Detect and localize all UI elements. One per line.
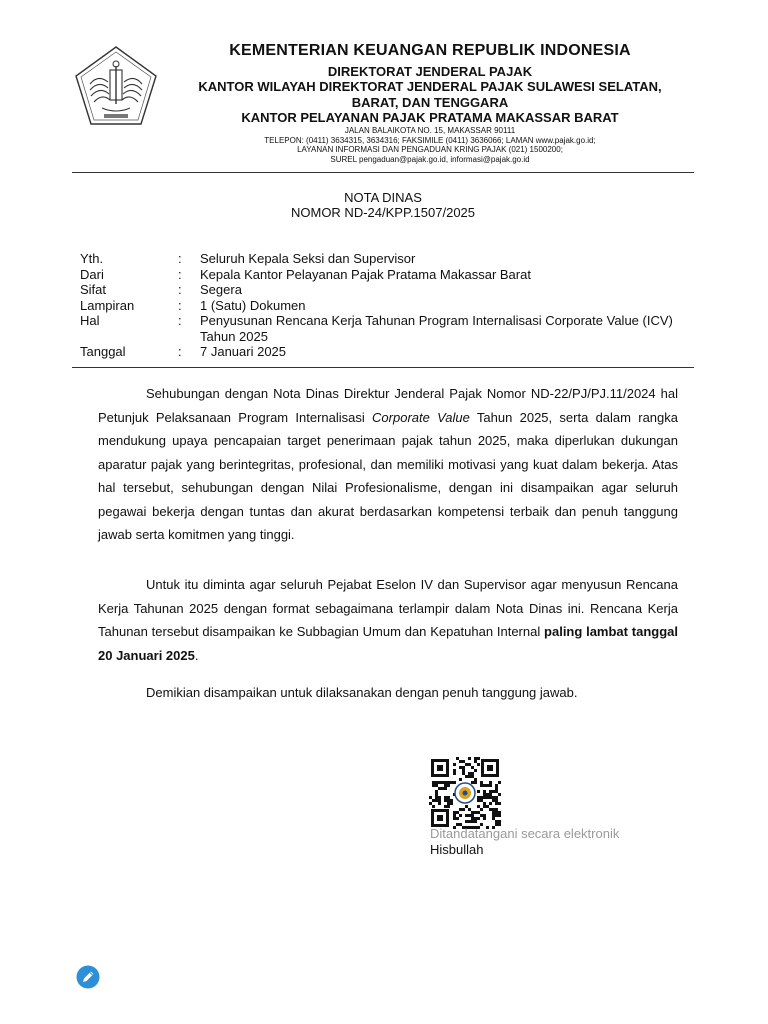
qr-module [447,802,450,805]
qr-module [492,799,495,802]
qr-module [483,796,486,799]
qr-module [435,799,438,802]
pen-badge-icon[interactable] [76,965,100,989]
address-line3: LAYANAN INFORMASI DAN PENGADUAN KRING PAJAK (021) 1500200; [297,145,563,154]
field-colon: : [178,266,182,282]
qr-module [432,784,435,787]
qr-module [495,814,498,817]
directorate-name: DIREKTORAT JENDERAL PAJAK [327,64,533,79]
qr-module [444,787,447,790]
qr-module [468,772,471,775]
qr-module [498,802,501,805]
qr-module [453,814,456,817]
qr-module [450,781,453,784]
qr-module [447,799,450,802]
qr-module [477,757,480,760]
qr-module [495,811,498,814]
qr-module [444,799,447,802]
qr-module [465,763,468,766]
qr-module [471,772,474,775]
qr-module [462,772,465,775]
qr-module [453,811,456,814]
qr-module [477,811,480,814]
qr-module [468,820,471,823]
deadline-text: paling lambat tanggal 20 Januari 2025 [98,624,679,663]
qr-module [468,814,471,817]
qr-module [495,787,498,790]
qr-module [441,781,444,784]
qr-module [477,805,480,808]
qr-module [492,817,495,820]
qr-module [444,805,447,808]
address-line4: SUREL pengaduan@pajak.go.id, informasi@pajak.go.id [330,154,530,164]
qr-module [453,769,456,772]
qr-module [489,796,492,799]
qr-module [453,781,456,784]
qr-module [456,811,459,814]
qr-module [495,808,498,811]
qr-module [459,814,462,817]
qr-module [471,766,474,769]
qr-module [474,760,477,763]
qr-module [459,760,462,763]
qr-module [465,820,468,823]
qr-module [486,796,489,799]
qr-module [459,808,462,811]
qr-module [480,799,483,802]
qr-module [489,808,492,811]
qr-module [447,781,450,784]
qr-module [453,772,456,775]
paragraph-1-text-b: Tahun 2025, serta dalam rangka mendukung upaya pencapaian target penerimaan pajak tahun 2025, maka diperlukan dukungan aparatur pajak yang berintegritas, profesional, dan memiliki motivasi yang kuat dalam bekerja. Atas hal tersebut, sehubungan dengan Nilai Profesionalisme, dengan ini disampaikan agar seluruh pegawai bekerja dengan tuntas dan akurat berdasarkan kompetensi terbaik dan penuh tanggung jawab serta komitmen yang tinggi. [98,409,678,542]
qr-module [477,790,480,793]
qr-module [471,814,474,817]
electronic-signature-note: Ditandatangani secara elektronik [430,826,620,841]
service-office-name: KANTOR PELAYANAN PAJAK PRATAMA MAKASSAR BARAT [241,110,619,125]
qr-module [480,808,483,811]
qr-module [495,820,498,823]
qr-module [486,805,489,808]
qr-module [435,793,438,796]
qr-module [483,805,486,808]
qr-module [432,805,435,808]
qr-module [465,814,468,817]
qr-module [489,790,492,793]
qr-module [474,757,477,760]
qr-module [492,808,495,811]
qr-module [492,790,495,793]
field-value: 1 (Satu) Dokumen [200,297,306,313]
qr-module [498,820,501,823]
qr-module [498,793,501,796]
qr-module [468,763,471,766]
field-value: 7 Januari 2025 [200,344,287,359]
field-label: Sifat [80,282,107,297]
regional-office-name [160,79,700,111]
qr-module [468,808,471,811]
field-value: Penyusunan Rencana Kerja Tahunan Program Internalisasi Corporate Value (ICV) Tahun 2025 [200,313,673,344]
qr-module [444,784,447,787]
qr-module [495,799,498,802]
qr-module [486,784,489,787]
qr-module [429,796,432,799]
qr-module [483,784,486,787]
regional-office-line1: KANTOR WILAYAH DIREKTORAT JENDERAL PAJAK SULAWESI SELATAN, [198,79,662,94]
qr-module [462,769,465,772]
qr-module [474,811,477,814]
qr-module [456,757,459,760]
qr-module [477,817,480,820]
paragraph-2-end: . [194,647,199,663]
ministry-emblem-icon [72,44,160,130]
qr-module [477,799,480,802]
qr-module [495,784,498,787]
header-divider [72,367,694,368]
qr-module [438,802,441,805]
qr-module [495,796,498,799]
qr-module [471,781,474,784]
field-label: Lampiran [80,297,135,313]
qr-module [465,805,468,808]
qr-module [474,781,477,784]
qr-module [453,817,456,820]
qr-module [438,799,441,802]
field-colon: : [178,282,182,297]
signer-name: Hisbullah [430,842,484,857]
qr-module [462,760,465,763]
qr-module [483,790,486,793]
field-label: Yth. [80,251,104,266]
field-label: Tanggal [80,344,126,359]
qr-module [447,796,450,799]
field-colon: : [178,313,182,328]
paragraph-1-text-a: Sehubungan dengan Nota Dinas Direktur Jenderal Pajak Nomor ND-22/PJ/PJ.11/2024 hal Petunjuk Pelaksanaan Program Internalisasi [98,386,678,425]
qr-module [477,796,480,799]
qr-module [456,817,459,820]
regional-office-line2: BARAT, DAN TENGGARA [351,95,509,110]
qr-module [453,763,456,766]
qr-module [492,811,495,814]
qr-module [480,796,483,799]
ministry-name: KEMENTERIAN KEUANGAN REPUBLIK INDONESIA [229,42,631,59]
address-line1: JALAN BALAIKOTA NO. 15, MAKASSAR 90111 [344,126,516,135]
field-label: Hal [80,313,100,328]
qr-module [492,796,495,799]
qr-module [459,766,462,769]
field-colon: : [178,344,182,359]
qr-module [435,796,438,799]
qr-module [498,781,501,784]
qr-module [498,811,501,814]
qr-module [444,796,447,799]
qr-module [438,787,441,790]
qr-code-icon [429,757,501,829]
field-value: Seluruh Kepala Seksi dan Supervisor [200,251,416,266]
qr-module [447,805,450,808]
office-address [160,126,700,164]
address-line2: TELEPON: (0411) 3634315, 3634316; FAKSIMILE (0411) 3636066; LAMAN www.pajak.go.id; [264,135,596,145]
qr-module [474,820,477,823]
qr-module [471,817,474,820]
qr-module [435,784,438,787]
field-value: Segera [200,282,242,297]
qr-module [480,781,483,784]
qr-module [447,784,450,787]
qr-module [438,796,441,799]
qr-module [483,814,486,817]
qr-module [474,817,477,820]
qr-module [498,814,501,817]
qr-module [474,778,477,781]
qr-module [435,790,438,793]
qr-module [471,811,474,814]
qr-module [477,763,480,766]
field-value: Kepala Kantor Pelayanan Pajak Pratama Makassar Barat [200,266,531,282]
qr-module [483,817,486,820]
qr-module [486,793,489,796]
qr-module [450,799,453,802]
field-colon: : [178,251,182,266]
qr-module [480,814,483,817]
qr-module [489,784,492,787]
qr-module [483,793,486,796]
qr-module [468,757,471,760]
qr-module [480,784,483,787]
field-label: Dari [80,266,104,282]
letterhead-divider [72,172,694,173]
qr-module [483,802,486,805]
body-paragraph-2 [98,573,678,667]
qr-module [489,802,492,805]
qr-module [432,799,435,802]
qr-module [462,808,465,811]
qr-module [468,775,471,778]
qr-module [495,802,498,805]
field-colon: : [178,297,182,313]
qr-module [429,802,432,805]
qr-module [441,787,444,790]
qr-module [489,781,492,784]
document-number: NOMOR ND-24/KPP.1507/2025 [290,205,476,220]
qr-module [495,790,498,793]
qr-module [471,820,474,823]
paragraph-1-italic: Corporate Value [372,409,470,425]
paragraph-2-text: Untuk itu diminta agar seluruh Pejabat Eselon IV dan Supervisor agar menyusun Rencana Kerja Tahunan 2025 dengan format sebagaimana terlampir dalam Nota Dinas ini. Rencana Kerja Tahunan tersebut disampaikan ke Subbagian Umum dan Kepatuhan Internal [98,577,678,639]
qr-module [435,781,438,784]
qr-module [459,778,462,781]
qr-module [489,793,492,796]
qr-module [465,775,468,778]
qr-module [444,781,447,784]
body-paragraph-3: Demikian disampaikan untuk dilaksanakan dengan penuh tanggung jawab. [146,685,578,700]
qr-module [462,766,465,769]
body-paragraph-1 [98,382,678,547]
qr-module [474,769,477,772]
qr-module [432,781,435,784]
qr-module [492,814,495,817]
qr-module [471,775,474,778]
document-type: NOTA DINAS [344,190,422,205]
qr-module [450,802,453,805]
qr-module [438,781,441,784]
